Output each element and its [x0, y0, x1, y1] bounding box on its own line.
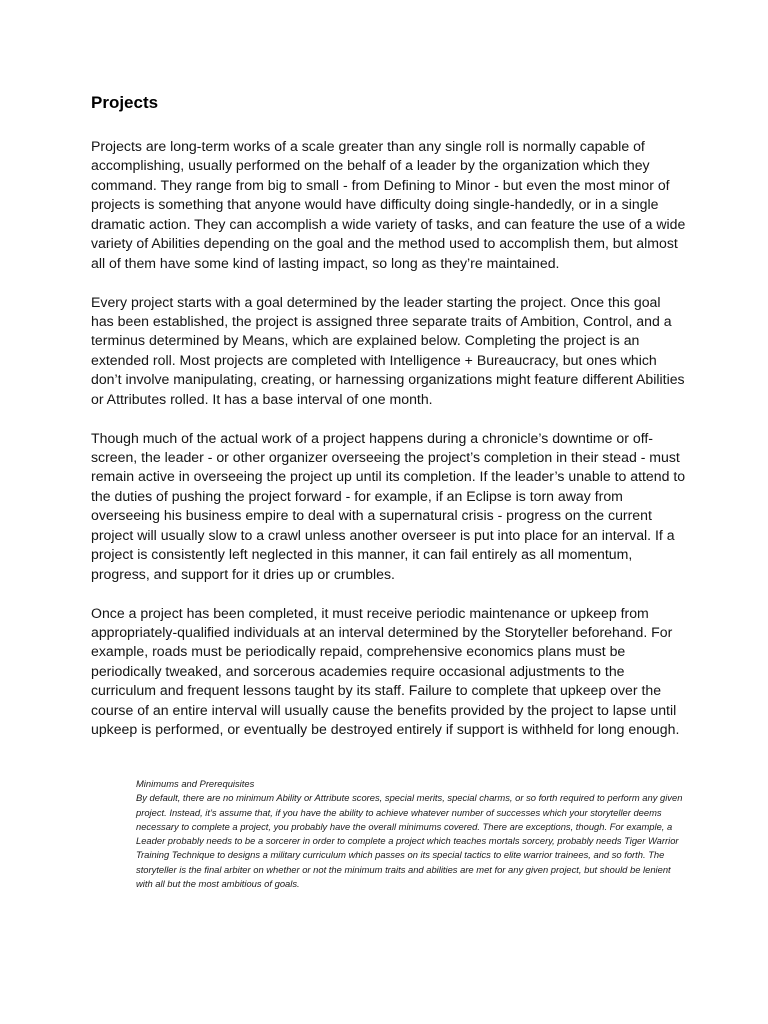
paragraph-project-upkeep: Once a project has been completed, it must receive periodic maintenance or upkeep from appropriately-qualified individuals at an interval determined by the Storyteller beforehand. For example, roads must be periodically repaid, comprehensive economics plans must be periodically tweaked, and sorcerous academies require occasional adjustments to the curriculum and frequent lessons taught by its staff. Failure to complete that upkeep over the course of an entire interval will usually cause the benefits provided by the project to lapse until upkeep is performed, or eventually be destroyed entirely if support is withheld for long enough.: [91, 604, 680, 738]
sidebar-title: Minimums and Prerequisites: [136, 778, 255, 789]
paragraph-intro: Projects are long-term works of a scale greater than any single roll is normally capable of accomplishing, usually performed on the behalf of a leader by the organization which they command. They range from big to small - from Defining to Minor - but even the most minor of projects is something that anyone would have difficulty doing single-handedly, or in a single dramatic action. They can accomplish a wide variety of tasks, and can feature the use of a wide variety of Abilities depending on the goal and the method used to accomplish them, but almost all of them have some kind of lasting impact, so long as they’re maintained.: [91, 138, 686, 271]
sidebar-note: [136, 777, 686, 891]
paragraph-project-oversight: Though much of the actual work of a project happens during a chronicle’s downtime or off-screen, the leader - or other organizer overseeing the project’s completion in their stead - must remain active in overseeing the project up until its completion. If the leader’s unable to attend to the duties of pushing the project forward - for example, if an Eclipse is torn away from overseeing his business empire to deal with a supernatural crisis - progress on the current project will usually slow to a crawl unless another overseer is put into place for an interval. If a project is consistently left neglected in this manner, it can fail entirely as all momentum, progress, and support for it dries up or crumbles.: [91, 429, 686, 582]
page-title: Projects: [91, 93, 159, 112]
sidebar-body: By default, there are no minimum Ability or Attribute scores, special merits, special charms, or so forth required to perform any given project. Instead, it’s assume that, if you have the ability to achieve whatever number of successes which your storyteller deems necessary to complete a project, you probably have the overall minimums covered. There are exceptions, though. For example, a Leader probably needs to be a sorcerer in order to complete a project which teaches mortals sorcery, probably needs Tiger Warrior Training Technique to designs a military curriculum which passes on its special tactics to elite warrior trainees, and so forth. The storyteller is the final arbiter on whether or not the minimum traits and abilities are met for any given project, but should be lenient with all but the most ambitious of goals.: [136, 792, 683, 890]
paragraph-project-goal: Every project starts with a goal determined by the leader starting the project. Once this goal has been established, the project is assigned three separate traits of Ambition, Control, and a terminus determined by Means, which are explained below. Completing the project is an extended roll. Most projects are completed with Intelligence + Bureaucracy, but ones which don’t involve manipulating, creating, or harnessing organizations might feature different Abilities or Attributes rolled. It has a base interval of one month.: [91, 293, 685, 407]
